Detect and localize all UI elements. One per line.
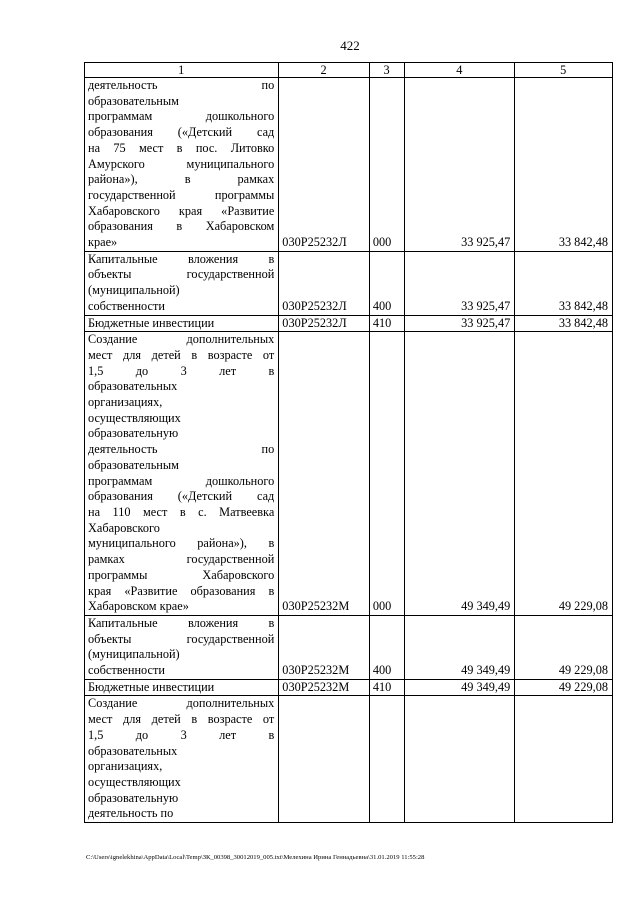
expense-name-line: мест для детей в возрасте от: [88, 347, 275, 362]
target-code-cell: 030Р25232Л: [279, 251, 370, 315]
expense-name-line: организациях,: [88, 395, 163, 410]
expense-name-line: Капитальные вложения в: [88, 251, 275, 266]
expense-name-line: образовательным: [88, 457, 179, 472]
amount-2020-cell: [515, 696, 613, 823]
expense-name-cell: [85, 332, 279, 616]
table-row: [85, 615, 613, 679]
expense-name-line: осуществляющих: [88, 774, 181, 789]
expense-name-line: 1,5 до 3 лет в: [88, 363, 275, 378]
amount-2020-cell: 49 229,08: [515, 332, 613, 616]
expense-name-line: 1,5 до 3 лет в: [88, 727, 275, 742]
expense-name-cell: [85, 315, 279, 332]
expense-name-line: осуществляющих: [88, 410, 181, 425]
target-code-cell: 030Р25232М: [279, 615, 370, 679]
expense-type-cell: 410: [369, 315, 405, 332]
expense-type-cell: 400: [369, 251, 405, 315]
amount-2019-cell: 33 925,47: [405, 78, 515, 252]
expense-name-line: мест для детей в возрасте от: [88, 712, 275, 727]
expense-name-line: крае»: [88, 235, 118, 250]
expense-name-line: Создание дополнительных: [88, 696, 275, 711]
table-row: [85, 78, 613, 252]
target-code-cell: 030Р25232Л: [279, 315, 370, 332]
amount-2019-cell: 49 349,49: [405, 332, 515, 616]
expense-type-cell: [369, 696, 405, 823]
file-path-footer: C:\Users\ignelekhina\AppData\Local\Temp\ЗК_00398_30012019_005.txt\Мелехина Ирина Геннадьевна\31.01.2019 11:55:28: [86, 854, 425, 861]
expense-name-line: организациях,: [88, 759, 163, 774]
expense-name-cell: [85, 251, 279, 315]
expense-name-line: образования («Детский сад: [88, 125, 275, 140]
column-header-4: 4: [405, 63, 515, 78]
expense-name-line: объекты государственной: [88, 631, 275, 646]
amount-2019-cell: 33 925,47: [405, 251, 515, 315]
expense-name-cell: [85, 78, 279, 252]
column-header-1: 1: [85, 63, 279, 78]
expense-type-cell: 400: [369, 615, 405, 679]
column-header-2: 2: [279, 63, 370, 78]
expense-name-line: образовательным: [88, 93, 179, 108]
expense-name-line: Капитальные вложения в: [88, 615, 275, 630]
expense-name-line: рамках государственной: [88, 552, 275, 567]
expense-name-line: образования («Детский сад: [88, 489, 275, 504]
expense-name-line: собственности: [88, 663, 165, 678]
expense-name-cell: [85, 696, 279, 823]
target-code-cell: 030Р25232М: [279, 679, 370, 696]
expense-name-line: Создание дополнительных: [88, 332, 275, 347]
expense-name-line: муниципального района»), в: [88, 536, 275, 551]
target-code-cell: 030Р25232М: [279, 332, 370, 616]
amount-2020-cell: 49 229,08: [515, 679, 613, 696]
amount-2019-cell: 33 925,47: [405, 315, 515, 332]
expense-name-line: образовательную: [88, 790, 179, 805]
column-header-5: 5: [515, 63, 613, 78]
expense-type-cell: 000: [369, 332, 405, 616]
amount-2020-cell: 33 842,48: [515, 251, 613, 315]
expense-name-line: образования в Хабаровском: [88, 219, 275, 234]
amount-2020-cell: 33 842,48: [515, 315, 613, 332]
table-row: [85, 315, 613, 332]
expense-name-line: образовательных: [88, 743, 178, 758]
expense-name-line: Хабаровского края «Развитие: [88, 203, 275, 218]
expense-name-line: объекты государственной: [88, 267, 275, 282]
column-header-3: 3: [369, 63, 405, 78]
expense-name-line: программам дошкольного: [88, 109, 275, 124]
expense-name-line: Хабаровского: [88, 520, 160, 535]
expense-name-line: образовательную: [88, 426, 179, 441]
target-code-cell: [279, 696, 370, 823]
target-code-cell: 030Р25232Л: [279, 78, 370, 252]
amount-2019-cell: [405, 696, 515, 823]
expense-name-cell: [85, 679, 279, 696]
expense-name-line: края «Развитие образования в: [88, 583, 275, 598]
expense-name-line: деятельность по: [88, 442, 275, 457]
expense-name-line: образовательных: [88, 379, 178, 394]
expense-name-line: программам дошкольного: [88, 473, 275, 488]
expense-name-line: программы Хабаровского: [88, 567, 275, 582]
page-number: 422: [340, 38, 360, 53]
expense-name-line: деятельность по: [88, 78, 275, 92]
expense-name-line: на 110 мест в с. Матвеевка: [88, 504, 275, 519]
expense-name-cell: [85, 615, 279, 679]
amount-2020-cell: 33 842,48: [515, 78, 613, 252]
expense-name-line: собственности: [88, 298, 165, 313]
expense-name-line: на 75 мест в пос. Литовко: [88, 140, 275, 155]
expense-name-line: Бюджетные инвестиции: [88, 679, 215, 694]
table-row: [85, 332, 613, 616]
budget-table: [84, 62, 613, 823]
expense-name-line: (муниципальной): [88, 647, 180, 662]
expense-name-line: деятельность по: [88, 806, 174, 821]
expense-name-line: района»), в рамках: [88, 172, 275, 187]
amount-2020-cell: 49 229,08: [515, 615, 613, 679]
expense-name-line: Хабаровском крае»: [88, 599, 189, 614]
expense-type-cell: 000: [369, 78, 405, 252]
expense-name-line: государственной программы: [88, 187, 275, 202]
amount-2019-cell: 49 349,49: [405, 679, 515, 696]
expense-name-line: (муниципальной): [88, 283, 180, 298]
table-row: [85, 251, 613, 315]
expense-name-line: Бюджетные инвестиции: [88, 315, 215, 330]
table-header-row: [85, 63, 613, 78]
table-row: [85, 696, 613, 823]
expense-name-line: Амурского муниципального: [88, 156, 275, 171]
expense-type-cell: 410: [369, 679, 405, 696]
amount-2019-cell: 49 349,49: [405, 615, 515, 679]
table-row: [85, 679, 613, 696]
